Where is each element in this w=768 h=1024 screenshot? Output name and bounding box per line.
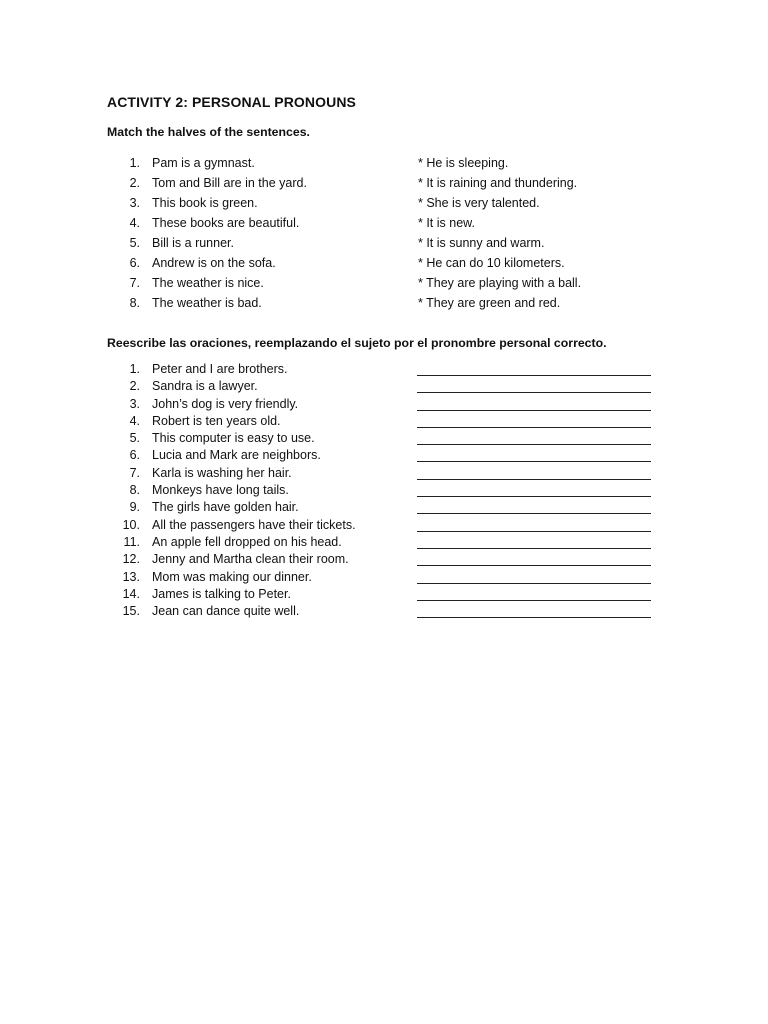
item-number: 5. bbox=[129, 431, 140, 446]
sentence: An apple fell dropped on his head. bbox=[152, 534, 342, 549]
sentence: Karla is washing her hair. bbox=[152, 465, 292, 480]
answer-blank-line[interactable] bbox=[417, 588, 651, 601]
item-number: 11. bbox=[123, 534, 140, 549]
item-number: 15. bbox=[122, 604, 140, 619]
rewrite-row bbox=[0, 586, 768, 603]
sentence: Jenny and Martha clean their room. bbox=[152, 552, 349, 567]
rewrite-row bbox=[0, 482, 768, 499]
sentence: Jean can dance quite well. bbox=[152, 604, 300, 619]
rewrite-row bbox=[0, 378, 768, 395]
sentence: Lucia and Mark are neighbors. bbox=[152, 448, 321, 463]
answer-blank-line[interactable] bbox=[417, 467, 651, 480]
section1-instruction: Match the halves of the sentences. bbox=[107, 125, 310, 139]
matching-option: * He is sleeping. bbox=[418, 156, 509, 170]
sentence: Mom was making our dinner. bbox=[152, 569, 312, 584]
item-number: 9. bbox=[129, 500, 140, 515]
answer-blank-line[interactable] bbox=[417, 501, 651, 514]
matching-list bbox=[0, 153, 768, 313]
item-number: 3. bbox=[129, 196, 140, 210]
matching-row bbox=[0, 153, 768, 173]
sentence-half: The weather is nice. bbox=[152, 276, 264, 290]
answer-blank-line[interactable] bbox=[417, 605, 651, 618]
answer-blank-line[interactable] bbox=[417, 363, 651, 376]
matching-option: * It is sunny and warm. bbox=[418, 236, 545, 250]
rewrite-row bbox=[0, 517, 768, 534]
item-number: 7. bbox=[129, 276, 140, 290]
matching-option: * It is new. bbox=[418, 216, 475, 230]
sentence-half: The weather is bad. bbox=[152, 296, 262, 310]
answer-blank-line[interactable] bbox=[417, 398, 651, 411]
matching-row bbox=[0, 193, 768, 213]
matching-row bbox=[0, 293, 768, 313]
rewrite-row bbox=[0, 396, 768, 413]
sentence: James is talking to Peter. bbox=[152, 586, 291, 601]
answer-blank-line[interactable] bbox=[417, 536, 651, 549]
sentence-half: Bill is a runner. bbox=[152, 236, 234, 250]
item-number: 10. bbox=[122, 517, 140, 532]
matching-option: * They are green and red. bbox=[418, 296, 561, 310]
rewrite-row bbox=[0, 447, 768, 464]
answer-blank-line[interactable] bbox=[417, 553, 651, 566]
matching-row bbox=[0, 253, 768, 273]
sentence-half: These books are beautiful. bbox=[152, 216, 300, 230]
sentence-half: This book is green. bbox=[152, 196, 258, 210]
item-number: 12. bbox=[122, 552, 140, 567]
answer-blank-line[interactable] bbox=[417, 519, 651, 532]
answer-blank-line[interactable] bbox=[417, 415, 651, 428]
sentence: Peter and I are brothers. bbox=[152, 362, 288, 376]
item-number: 4. bbox=[129, 413, 140, 428]
rewrite-row bbox=[0, 499, 768, 516]
item-number: 1. bbox=[129, 156, 140, 170]
matching-row bbox=[0, 173, 768, 193]
rewrite-row bbox=[0, 551, 768, 568]
sentence: Monkeys have long tails. bbox=[152, 483, 289, 498]
rewrite-row bbox=[0, 534, 768, 551]
item-number: 5. bbox=[129, 236, 140, 250]
sentence: Sandra is a lawyer. bbox=[152, 379, 258, 394]
item-number: 8. bbox=[129, 483, 140, 498]
sentence-half: Andrew is on the sofa. bbox=[152, 256, 276, 270]
page-title: ACTIVITY 2: PERSONAL PRONOUNS bbox=[107, 94, 356, 110]
section2-instruction: Reescribe las oraciones, reemplazando el sujeto por el pronombre personal correcto. bbox=[107, 336, 607, 350]
answer-blank-line[interactable] bbox=[417, 484, 651, 497]
item-number: 2. bbox=[129, 379, 140, 394]
matching-option: * They are playing with a ball. bbox=[418, 276, 582, 290]
item-number: 6. bbox=[129, 448, 140, 463]
rewrite-row bbox=[0, 465, 768, 482]
sentence: The girls have golden hair. bbox=[152, 500, 299, 515]
rewrite-row bbox=[0, 361, 768, 378]
rewrite-row bbox=[0, 569, 768, 586]
item-number: 3. bbox=[129, 396, 140, 411]
rewrite-row bbox=[0, 430, 768, 447]
matching-row bbox=[0, 273, 768, 293]
matching-row bbox=[0, 213, 768, 233]
sentence: All the passengers have their tickets. bbox=[152, 517, 356, 532]
sentence: This computer is easy to use. bbox=[152, 431, 315, 446]
rewrite-row bbox=[0, 603, 768, 620]
item-number: 4. bbox=[129, 216, 140, 230]
sentence: Robert is ten years old. bbox=[152, 413, 281, 428]
item-number: 8. bbox=[129, 296, 140, 310]
answer-blank-line[interactable] bbox=[417, 449, 651, 462]
item-number: 2. bbox=[129, 176, 140, 190]
answer-blank-line[interactable] bbox=[417, 571, 651, 584]
item-number: 1. bbox=[129, 362, 140, 376]
sentence-half: Tom and Bill are in the yard. bbox=[152, 176, 307, 190]
matching-option: * It is raining and thundering. bbox=[418, 176, 578, 190]
item-number: 6. bbox=[129, 256, 140, 270]
rewrite-row bbox=[0, 413, 768, 430]
item-number: 13. bbox=[122, 569, 140, 584]
sentence-half: Pam is a gymnast. bbox=[152, 156, 255, 170]
matching-option: * She is very talented. bbox=[418, 196, 540, 210]
matching-row bbox=[0, 233, 768, 253]
answer-blank-line[interactable] bbox=[417, 380, 651, 393]
rewrite-list bbox=[0, 361, 768, 620]
matching-option: * He can do 10 kilometers. bbox=[418, 256, 565, 270]
sentence: John’s dog is very friendly. bbox=[152, 396, 299, 411]
item-number: 14. bbox=[122, 586, 140, 601]
answer-blank-line[interactable] bbox=[417, 432, 651, 445]
item-number: 7. bbox=[129, 465, 140, 480]
